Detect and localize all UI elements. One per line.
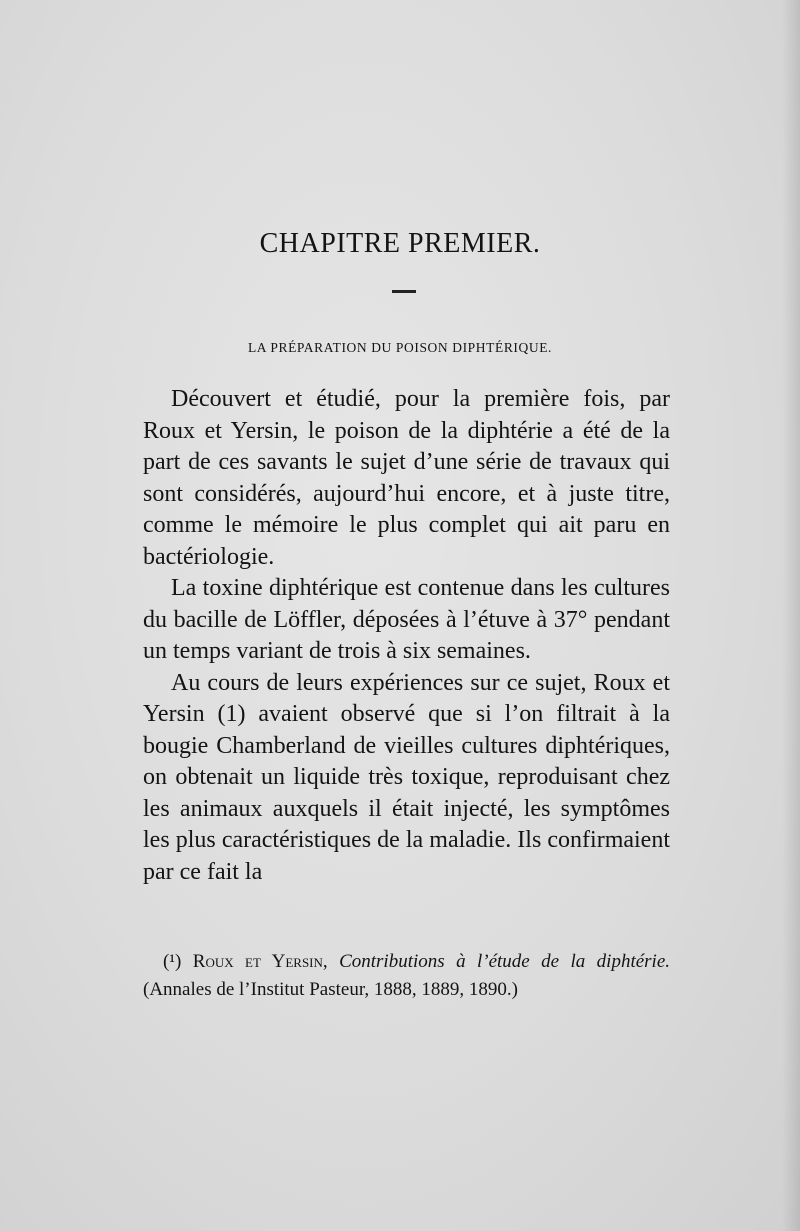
section-title: LA PRÉPARATION DU POISON DIPHTÉRIQUE. xyxy=(247,340,553,355)
footnote-details: (Annales de l’Institut Pasteur, 1888, 1889, 1890.) xyxy=(143,979,518,1000)
body-text xyxy=(143,384,670,888)
title-divider xyxy=(392,290,416,293)
paragraph-2: La toxine diphtérique est contenue dans les cultures du bacille de Löffler, déposées à l’étuve à 37° pendant un temps variant de trois à six semaines. xyxy=(143,575,670,664)
footnote xyxy=(143,948,670,1004)
footnote-authors: Roux et Yersin, xyxy=(192,951,328,972)
chapter-title: CHAPITRE PREMIER. xyxy=(259,228,541,259)
paragraph-3: Au cours de leurs expériences sur ce sujet, Roux et Yersin (1) avaient observé que si l’on filtrait à la bougie Chamberland de vieilles cultures diphtériques, on obtenait un liquide très toxique, reproduisant chez les animaux auxquels il était injecté, les symptômes les plus caractéristiques de la maladie. Ils confirmaient par ce fait la xyxy=(143,669,670,885)
footnote-mark: (¹) xyxy=(163,951,182,972)
paragraph-1: Découvert et étudié, pour la première fois, par Roux et Yersin, le poison de la diphtérie a été de la part de ces savants le sujet d’une série de travaux qui sont considérés, aujourd’hui encore, et à juste titre, comme le mémoire le plus complet qui ait paru en bactériologie. xyxy=(143,386,670,570)
footnote-work-title: Contributions à l’étude de la diphtérie. xyxy=(339,951,671,972)
